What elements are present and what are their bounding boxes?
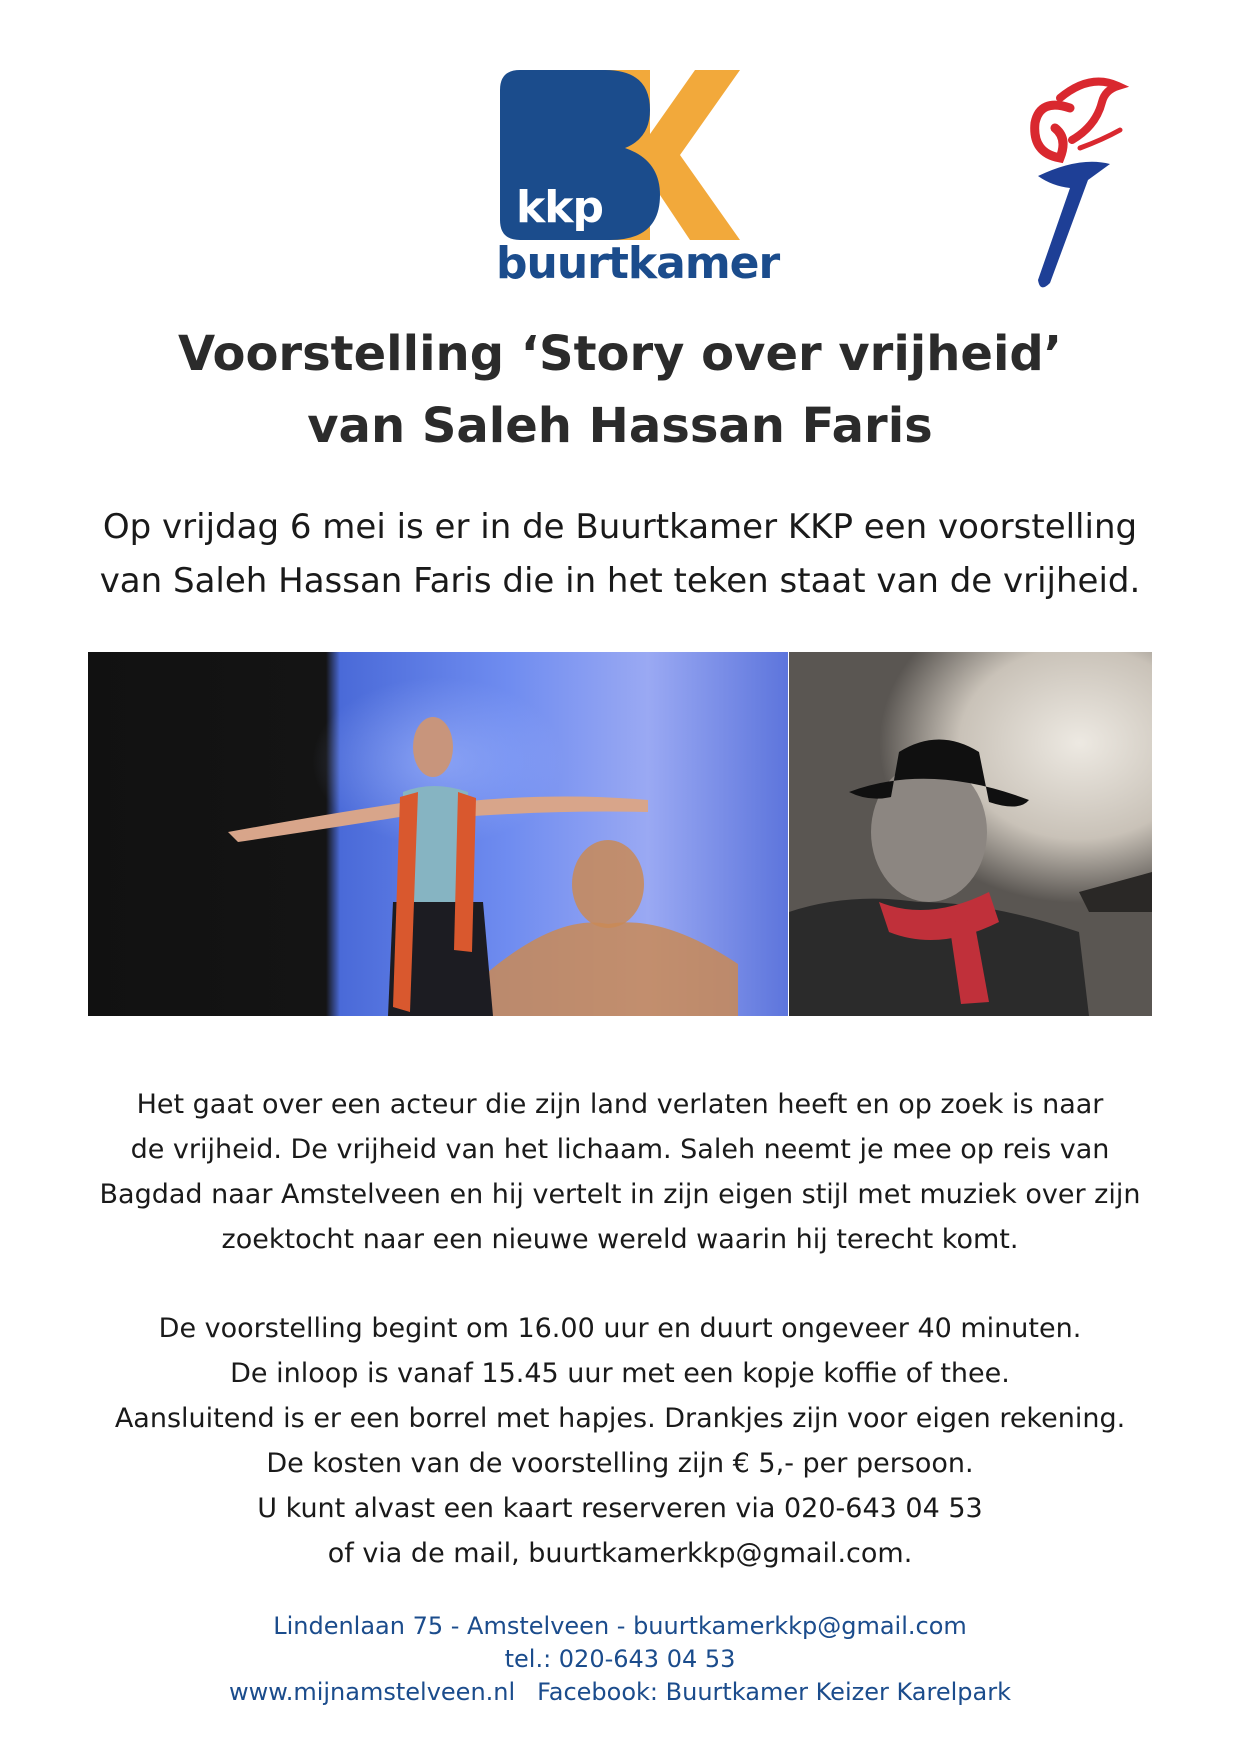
title-prefix: Voorstelling ‘ [177, 326, 540, 382]
logo-buurtkamer-text: buurtkamer [496, 238, 780, 289]
description-line: Bagdad naar Amstelveen en hij vertelt in zijn eigen stijl met muziek over zijn [99, 1179, 1141, 1210]
footer-phone: tel.: 020-643 04 53 [504, 1645, 736, 1673]
buurtkamer-kkp-logo [496, 70, 780, 290]
info-line-drinks: Aansluitend is er een borrel met hapjes. Drankjes zijn voor eigen rekening. [114, 1403, 1126, 1434]
info-line-start-time: De voorstelling begint om 16.00 uur en duurt ongeveer 40 minuten. [158, 1313, 1082, 1344]
info-line-walk-in: De inloop is vanaf 15.45 uur met een kopje koffie of thee. [230, 1358, 1010, 1389]
info-line-reserve-mail: of via de mail, buurtkamerkkp@gmail.com. [327, 1538, 913, 1569]
description-line: de vrijheid. De vrijheid van het lichaam. Saleh neemt je mee op reis van [130, 1134, 1110, 1165]
info-line-costs: De kosten van de voorstelling zijn € 5,- per persoon. [266, 1448, 974, 1479]
description-line: zoektocht naar een nieuwe wereld waarin hij terecht komt. [221, 1224, 1019, 1255]
title-quote-close: ’ [1043, 326, 1063, 382]
info-line-reserve-phone: U kunt alvast een kaart reserveren via 020-643 04 53 [257, 1493, 983, 1524]
title-line-2: van Saleh Hassan Faris [307, 398, 933, 454]
logo-kkp-text: kkp [516, 182, 604, 233]
portrait-photo [789, 652, 1152, 1016]
footer-facebook-link[interactable]: Facebook: Buurtkamer Keizer Karelpark [537, 1678, 1011, 1706]
intro-text [60, 500, 1180, 608]
description-line: Het gaat over een acteur die zijn land verlaten heeft en op zoek is naar [136, 1089, 1104, 1120]
event-title [0, 318, 1240, 462]
stage-performance-photo [88, 652, 788, 1016]
title-show-name: Story over vrijheid [539, 326, 1044, 382]
description-paragraph [80, 1082, 1160, 1262]
intro-line-2: van Saleh Hassan Faris die in het teken staat van de vrijheid. [99, 561, 1141, 601]
intro-line-1: Op vrijdag 6 mei is er in de Buurtkamer KKP een voorstelling [102, 507, 1138, 547]
footer-address: Lindenlaan 75 - Amstelveen - buurtkamerkkp@gmail.com [273, 1612, 967, 1640]
footer-contact [0, 1610, 1240, 1709]
footer-links [0, 1676, 1240, 1709]
footer-website-link[interactable]: www.mijnamstelveen.nl [229, 1678, 516, 1706]
practical-info-paragraph [80, 1306, 1160, 1576]
dove-torch-icon [1010, 68, 1140, 293]
title-line-1 [178, 326, 1062, 382]
